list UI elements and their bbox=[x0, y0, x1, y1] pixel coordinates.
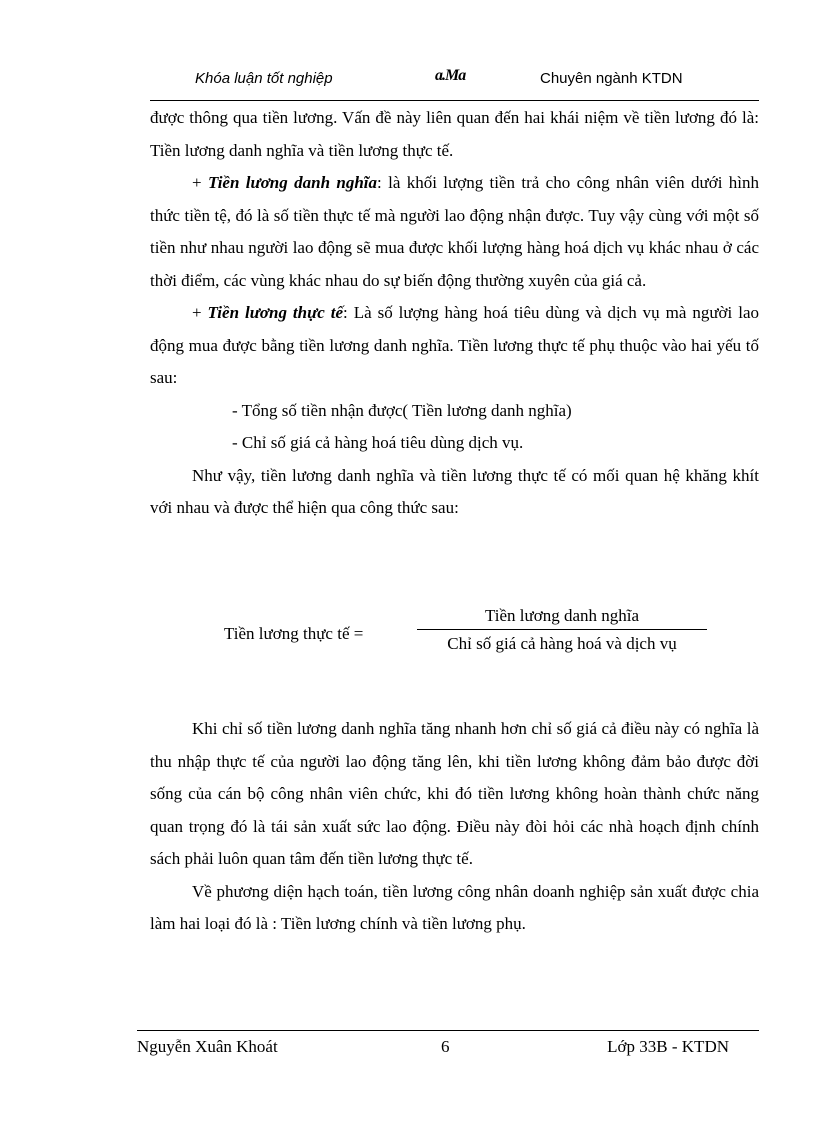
paragraph-text: : Là số lượng hàng hoá tiêu dùng và dịch vụ mà người lao động mua được bằng tiền lương danh nghĩa. Tiền lương thực tế phụ thuộc vào hai yếu tố sau: bbox=[150, 303, 759, 387]
bullet-item-1: - Tổng số tiền nhận được( Tiền lương danh nghĩa) bbox=[232, 400, 572, 420]
header-ornament-icon: a.Ma bbox=[435, 67, 466, 84]
document-body-continued bbox=[150, 713, 759, 941]
paragraph-accounting: Về phương diện hạch toán, tiền lương công nhân doanh nghiệp sản xuất được chia làm hai loại đó là : Tiền lương chính và tiền lương phụ. bbox=[150, 881, 759, 933]
wage-formula bbox=[150, 604, 759, 654]
footer-divider bbox=[137, 1030, 759, 1031]
page-header bbox=[150, 64, 759, 94]
formula-numerator: Tiền lương danh nghĩa bbox=[484, 606, 640, 625]
footer-class: Lớp 33B - KTDN bbox=[607, 1037, 729, 1056]
term-nominal-wage: Tiền lương danh nghĩa bbox=[207, 173, 378, 192]
formula-denominator: Chỉ số giá cả hàng hoá và dịch vụ bbox=[447, 634, 677, 653]
paragraph-relationship: Như vậy, tiền lương danh nghĩa và tiền lương thực tế có mối quan hệ khăng khít với nhau và được thể hiện qua công thức sau: bbox=[150, 465, 759, 517]
document-body bbox=[150, 102, 759, 525]
paragraph-text: : là khối lượng tiền trả cho công nhân viên dưới hình thức tiền tệ, đó là số tiền thực tế mà người lao động nhận được. Tuy vậy cùng với một số tiền như nhau người lao động sẽ mua được khối lượng hàng hoá dịch vụ khác nhau ở các thời điểm, các vùng khác nhau do sự biến động thường xuyên của giá cả. bbox=[150, 173, 759, 290]
formula-fraction bbox=[417, 604, 707, 656]
formula-lhs: Tiền lương thực tế = bbox=[224, 624, 364, 643]
term-real-wage: Tiền lương thực tế bbox=[207, 303, 344, 322]
paragraph-real-wage bbox=[150, 297, 759, 395]
page-footer bbox=[137, 1037, 759, 1061]
paragraph-index-comparison: Khi chỉ số tiền lương danh nghĩa tăng nhanh hơn chỉ số giá cả điều này có nghĩa là thu nhập thực tế của người lao động tăng lên, khi tiền lương không đảm bảo được đời sống của cán bộ công nhân viên chức, khi đó tiền lương không hoàn thành chức năng quan trọng đó là tái sản xuất sức lao động. Điều này đòi hỏi các nhà hoạch định chính sách phải luôn quan tâm đến tiền lương thực tế. bbox=[150, 719, 759, 868]
paragraph-nominal-wage bbox=[150, 167, 759, 297]
paragraph-1: được thông qua tiền lương. Vấn đề này liên quan đến hai khái niệm về tiền lương đó là: Tiền lương danh nghĩa và tiền lương thực tế. bbox=[150, 108, 759, 160]
header-thesis-title: Khóa luận tốt nghiệp bbox=[195, 70, 333, 87]
page-number: 6 bbox=[441, 1037, 450, 1056]
bullet-item-2: - Chỉ số giá cả hàng hoá tiêu dùng dịch vụ. bbox=[232, 433, 524, 452]
footer-author: Nguyễn Xuân Khoát bbox=[137, 1037, 278, 1056]
paragraph-prefix: + bbox=[192, 173, 208, 192]
header-divider bbox=[150, 100, 759, 101]
fraction-bar bbox=[417, 629, 707, 630]
header-major: Chuyên ngành KTDN bbox=[540, 70, 683, 87]
paragraph-prefix: + bbox=[192, 303, 208, 322]
